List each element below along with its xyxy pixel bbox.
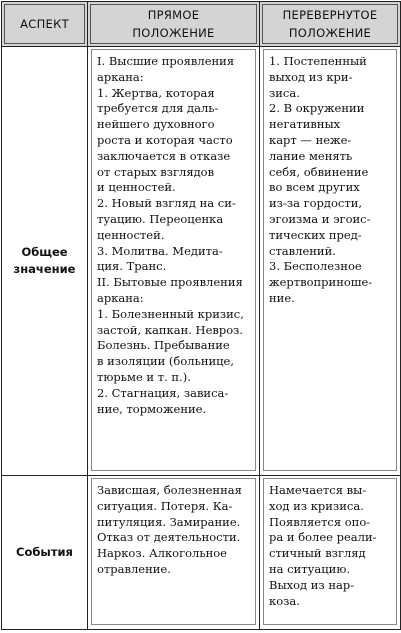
header-upright-line: ПОЛОЖЕНИЕ xyxy=(132,26,215,40)
upright-text-line: заключается в отказе xyxy=(97,148,231,163)
upright-text-line: аркана: xyxy=(97,290,144,305)
upright-cell-events xyxy=(88,476,260,630)
upright-text-line: I. Высшие проявления xyxy=(97,54,235,68)
reversed-text-line: жертвоприноше- xyxy=(269,275,373,290)
meaning-table xyxy=(1,1,401,630)
reversed-text-line: 2. В окружении xyxy=(269,101,365,116)
reversed-text-line: эгоизма и эгоис- xyxy=(269,211,371,226)
upright-text-line: Болезнь. Пребывание xyxy=(97,338,230,353)
reversed-text-line: коза. xyxy=(269,593,300,608)
upright-text-line: Отказ от деятельности. xyxy=(97,530,241,545)
upright-text-line: ция. Транс. xyxy=(97,259,167,274)
upright-text-line: питуляция. Замирание. xyxy=(97,514,241,529)
upright-text-line: туацию. Переоценка xyxy=(97,211,224,226)
reversed-text-line: 3. Бесполезное xyxy=(269,259,362,274)
reversed-text-line: ра и более реали- xyxy=(269,530,377,545)
upright-text-line: II. Бытовые проявления xyxy=(97,275,243,290)
upright-text-line: застой, капкан. Невроз. xyxy=(97,322,244,337)
reversed-text-line: негативных xyxy=(269,117,341,132)
reversed-text-line: на ситуацию. xyxy=(269,561,350,576)
aspect-line: Общее xyxy=(21,245,68,259)
upright-text-line: Наркоз. Алкогольное xyxy=(97,546,227,561)
reversed-text-line: ставлений. xyxy=(269,243,336,258)
header-aspect-line: АСПЕКТ xyxy=(20,17,69,31)
aspect-cell-events xyxy=(2,476,88,630)
reversed-text-line: 1. Постепенный xyxy=(269,54,367,68)
upright-text-line: требуется для даль- xyxy=(97,101,219,116)
reversed-text-line: Выход из нар- xyxy=(269,577,355,592)
upright-text-line: и ценностей. xyxy=(97,180,176,195)
reversed-text-line: Намечается вы- xyxy=(269,483,367,497)
upright-text-line: 2. Стагнация, зависа- xyxy=(97,385,229,400)
upright-text-line: аркана: xyxy=(97,69,144,84)
reversed-text-line: себя, обвинение xyxy=(269,164,369,179)
upright-text-line: роста и которая часто xyxy=(97,132,233,147)
upright-text-line: Зависшая, болезненная xyxy=(97,483,242,497)
reversed-text-line: во всем других xyxy=(269,180,360,195)
table-row-events xyxy=(2,476,401,630)
upright-text-line: 3. Молитва. Медита- xyxy=(97,243,223,258)
reversed-text-line: лание менять xyxy=(269,148,353,163)
reversed-text-line: из-за гордости, xyxy=(269,196,363,211)
header-reversed-line: ПЕРЕВЕРНУТОЕ xyxy=(282,8,378,22)
upright-cell-general-meaning xyxy=(88,47,260,476)
upright-text-line: отравление. xyxy=(97,561,171,576)
reversed-text-line: тических пред- xyxy=(269,227,362,242)
aspect-line: значение xyxy=(13,262,76,276)
upright-text-line: ситуация. Потеря. Ка- xyxy=(97,498,233,513)
reversed-text-line: стичный взгляд xyxy=(269,546,366,561)
upright-text-line: 1. Болезненный кризис, xyxy=(97,306,244,321)
header-aspect xyxy=(2,2,88,47)
reversed-cell-general-meaning xyxy=(260,47,401,476)
table-row-general-meaning xyxy=(2,47,401,476)
header-upright xyxy=(88,2,260,47)
aspect-cell-general-meaning xyxy=(2,47,88,476)
upright-text-line: 1. Жертва, которая xyxy=(97,85,215,100)
reversed-text-line: выход из кри- xyxy=(269,69,353,84)
reversed-cell-events xyxy=(260,476,401,630)
upright-text-line: в изоляции (больнице, xyxy=(97,354,235,369)
tarot-meaning-table-page xyxy=(0,1,401,633)
upright-text-line: от старых взглядов xyxy=(97,164,215,179)
upright-text-line: 2. Новый взгляд на си- xyxy=(97,196,236,211)
aspect-line: События xyxy=(16,545,73,559)
reversed-text-line: карт — неже- xyxy=(269,132,352,147)
reversed-text-line: ход из кризиса. xyxy=(269,498,364,513)
upright-text-line: ние, торможение. xyxy=(97,401,207,416)
header-reversed-line: ПОЛОЖЕНИЕ xyxy=(288,26,372,40)
reversed-text-line: Появляется опо- xyxy=(269,514,371,529)
reversed-text-line: ние. xyxy=(269,290,295,305)
header-row xyxy=(2,2,401,47)
reversed-text-line: зиса. xyxy=(269,85,300,100)
header-upright-line: ПРЯМОЕ xyxy=(147,8,200,22)
upright-text-line: ценностей. xyxy=(97,227,165,242)
upright-text-line: нейшего духовного xyxy=(97,117,215,132)
header-reversed xyxy=(260,2,401,47)
upright-text-line: тюрьме и т. п.). xyxy=(97,369,191,384)
